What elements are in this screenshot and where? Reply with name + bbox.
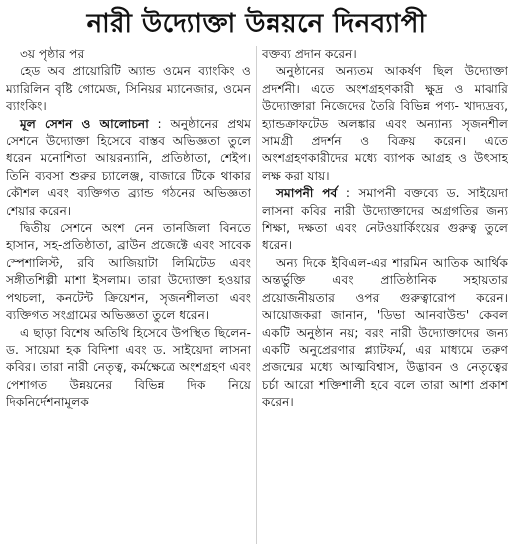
paragraph-main-session <box>6 116 251 220</box>
paragraph-special-guests: এ ছাড়া বিশেষ অতিথি হিসেবে উপস্থিত ছিলেন- ড. সায়েমা হক বিদিশা এবং ড. সাইয়েদা লাসনা কবির। তারা নারী নেতৃত্ব, কর্মক্ষেত্রে অংশগ্রহণ এবং পেশাগত উন্নয়নের বিভিন্ন দিক নিয়ে দিকনির্দেশনামূলক <box>6 325 251 410</box>
paragraph-closing <box>262 185 508 255</box>
paragraph-second-session: দ্বিতীয় সেশনে অংশ নেন তানজিলা বিনতে হাসান, সহ-প্রতিষ্ঠাতা, ব্রাউন প্রজেক্টে এবং সাবেক স্পেশালিস্ট, রবি আজিয়াটা লিমিটেড এবং সঙ্গীতশিল্পী মাশা ইসলাম। তারা উদ্যোক্তা হওয়ার পথচলা, কনটেন্ট ক্রিয়েশন, সৃজনশীলতা এবং ব্যক্তিগত সংগ্রামের অভিজ্ঞতা তুলে ধরেন। <box>6 221 251 323</box>
paragraph-closing-text: : সমাপনী বক্তব্যে ড. সাইয়েদা লাসনা কবির নারী উদ্যোক্তাদের অগ্রগতির জন্য শিক্ষা, দক্ষতা এবং নেটওয়ার্কিংয়ের গুরুত্ব তুলে ধরেন। <box>262 186 508 253</box>
article-column-right <box>262 46 508 546</box>
paragraph-organizers: অন্য দিকে ইবিএল-এর শারমিন আতিক আর্থিক অন্তর্ভুক্তি এবং প্রাতিষ্ঠানিক সহায়তার প্রয়োজনীয়তার ওপর গুরুত্বারোপ করেন। আয়োজকরা জানান, 'ডিভা আনবাউন্ড' কেবল একটি অনুষ্ঠান নয়; বরং নারী উদ্যোক্তাদের জন্য একটি অনুপ্রেরণার প্ল্যাটফর্ম, এর মাধ্যমে তরুণ প্রজন্মের মধ্যে আত্মবিশ্বাস, উদ্ভাবন ও নেতৃত্বের চর্চা আরো শক্তিশালী হবে বলে তারা আশা প্রকাশ করেন। <box>262 255 508 410</box>
paragraph-exhibition: অনুষ্ঠানের অন্যতম আকর্ষণ ছিল উদ্যোক্তা প্রদর্শনী। এতে অংশগ্রহণকারী ক্ষুদ্র ও মাঝারি উদ্যোক্তারা নিজেদের তৈরি বিভিন্ন পণ্য- খাদ্যদ্রব্য, হ্যান্ডক্রাফটেড অলঙ্কার এবং অন্যান্য সৃজনশীল সামগ্রী প্রদর্শন ও বিক্রয় করেন। এতে অংশগ্রহণকারীদের মধ্যে ব্যাপক আগ্রহ ও উৎসাহ লক্ষ করা যায়। <box>262 64 508 183</box>
headline: নারী উদ্যোক্তা উন্নয়নে দিনব্যাপী <box>86 9 427 39</box>
paragraph-main-session-text: : অনুষ্ঠানের প্রথম সেশনে উদ্যোক্তা হিসেবে বাস্তব অভিজ্ঞতা তুলে ধরেন মনোশিতা আয়রন্যানি, প্রতিষ্ঠাতা, শেইপ। তিনি ব্যবসা শুরুর চ্যালেঞ্জ, বাজারে টিকে থাকার কৌশল এবং ব্যক্তিগত ব্র্যান্ড গঠনের অভিজ্ঞতা শেয়ার করেন। <box>6 116 251 218</box>
section-lead-main-session: মূল সেশন ও আলোচনা <box>20 116 149 131</box>
column-divider <box>256 46 257 544</box>
continuation-label: ৩য় পৃষ্ঠার পর <box>20 47 85 61</box>
section-lead-closing: সমাপনী পর্ব <box>276 186 338 201</box>
paragraph-continuation: বক্তব্য প্রদান করেন। <box>262 47 357 61</box>
article-column-left <box>6 46 251 546</box>
paragraph-speakers: হেড অব প্রায়োরিটি অ্যান্ড ওমেন ব্যাংকিং ও ম্যারিলিন বৃষ্টি গোমেজ, সিনিয়র ম্যানেজার, ওমেন ব্যাংকিং। <box>6 64 251 114</box>
